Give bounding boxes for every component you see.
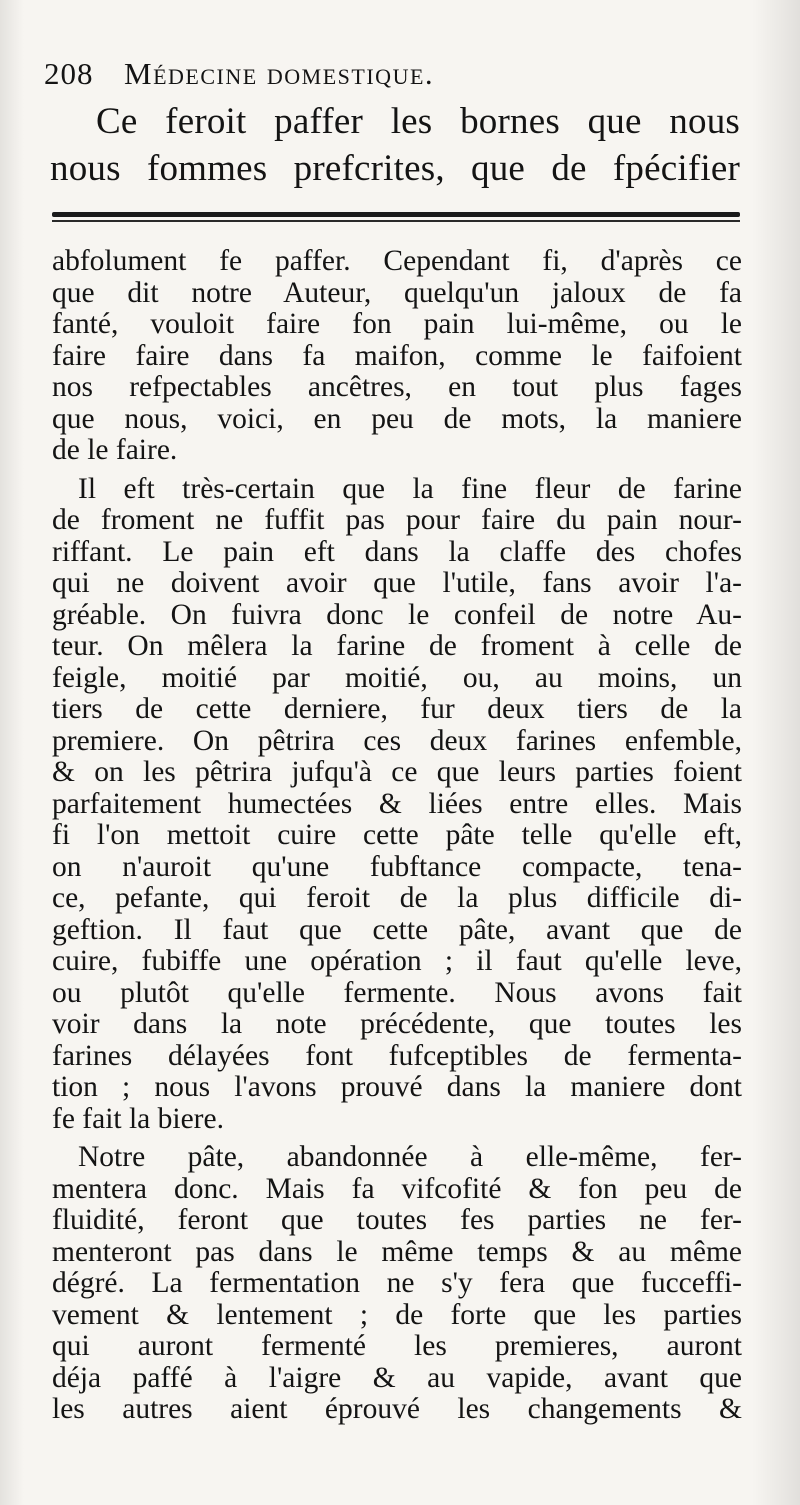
text-line: gréable. On fuivra donc le confeil de notre Au- (52, 598, 742, 631)
text-line: menteront pas dans le même temps & au même (52, 1235, 742, 1268)
text-line: fe fait la biere. (52, 1102, 224, 1135)
text-line: riffant. Le pain eft dans la claffe des chofes (52, 535, 742, 568)
text-line: fanté, vouloit faire fon pain lui-même, ou le (52, 308, 742, 340)
paragraph-1 (52, 246, 742, 467)
rule-thin (52, 220, 740, 222)
text-line: déja paffé à l'aigre & au vapide, avant que (52, 1361, 742, 1394)
text-line: fi l'on mettoit cuire cette pâte telle qu'elle eft, (52, 819, 742, 851)
paragraph-2 (52, 474, 742, 1136)
text-line: voir dans la note précédente, que toutes les (52, 1008, 742, 1040)
text-line: les autres aient éprouvé les changements & (52, 1393, 742, 1425)
text-line: qui auront fermenté les premieres, auront (52, 1330, 742, 1362)
text-line: abfolument fe paffer. Cependant fi, d'après ce (52, 245, 742, 277)
text-line: que dit notre Auteur, quelqu'un jaloux de fa (52, 276, 742, 309)
text-line: teur. On mêlera la farine de froment à celle de (52, 630, 742, 662)
text-line: cuire, fubiffe une opération ; il faut qu'elle leve, (52, 945, 742, 977)
page-gutter-shadow (0, 0, 24, 1505)
running-title: Médecine domestique. (124, 56, 435, 91)
text-line: dégré. La fermentation ne s'y fera que fucceffi- (52, 1267, 742, 1299)
text-line: ce, pefante, qui feroit de la plus difficile di- (52, 882, 742, 914)
text-line: de froment ne fuffit pas pour faire du pain nour- (52, 504, 742, 536)
text-line: vement & lentement ; de forte que les parties (52, 1298, 742, 1331)
text-line: tiers de cette derniere, fur deux tiers de la (52, 693, 742, 725)
text-line: fluidité, feront que toutes fes parties ne fer- (52, 1204, 742, 1236)
text-line: premiere. On pêtrira ces deux farines enfemble, (52, 724, 742, 757)
text-line: nos refpectables ancêtres, en tout plus fages (52, 371, 742, 403)
text-line: feigle, moitié par moitié, ou, au moins, un (52, 661, 742, 694)
text-line: parfaitement humectées & liées entre elles. Mais (52, 787, 742, 820)
running-head (44, 52, 744, 96)
text-line: geftion. Il faut que cette pâte, avant que de (52, 913, 742, 946)
text-line: de le faire. (52, 434, 178, 466)
paragraph-3 (52, 1142, 742, 1426)
rule-thick (52, 212, 740, 217)
note-lead-line: nous fommes prefcrites, que de fpécifier (50, 148, 740, 189)
text-line: qui ne doivent avoir que l'utile, fans avoir l'a- (52, 567, 742, 599)
page-number: 208 (44, 56, 94, 91)
text-line: que nous, voici, en peu de mots, la maniere (52, 402, 742, 435)
text-line: farines délayées font fufceptibles de fermenta- (52, 1039, 742, 1072)
note-lead-line: Ce feroit paffer les bornes que nous (96, 101, 740, 142)
text-line: faire faire dans fa maifon, comme le faifoient (52, 339, 742, 372)
page-edge-shadow (752, 0, 800, 1505)
note-lead (50, 98, 740, 192)
text-line: ou plutôt qu'elle fermente. Nous avons fait (52, 976, 742, 1009)
text-line: on n'auroit qu'une fubftance compacte, tena- (52, 850, 742, 883)
text-line: Notre pâte, abandonnée à elle-même, fer- (78, 1141, 742, 1173)
text-line: & on les pêtrira jufqu'à ce que leurs parties foient (52, 756, 742, 788)
text-line: Il eft très-certain que la fine fleur de farine (78, 472, 742, 505)
text-line: mentera donc. Mais fa vifcofité & fon peu de (52, 1172, 742, 1205)
body-text (52, 246, 742, 1426)
text-line: tion ; nous l'avons prouvé dans la maniere dont (52, 1071, 742, 1103)
